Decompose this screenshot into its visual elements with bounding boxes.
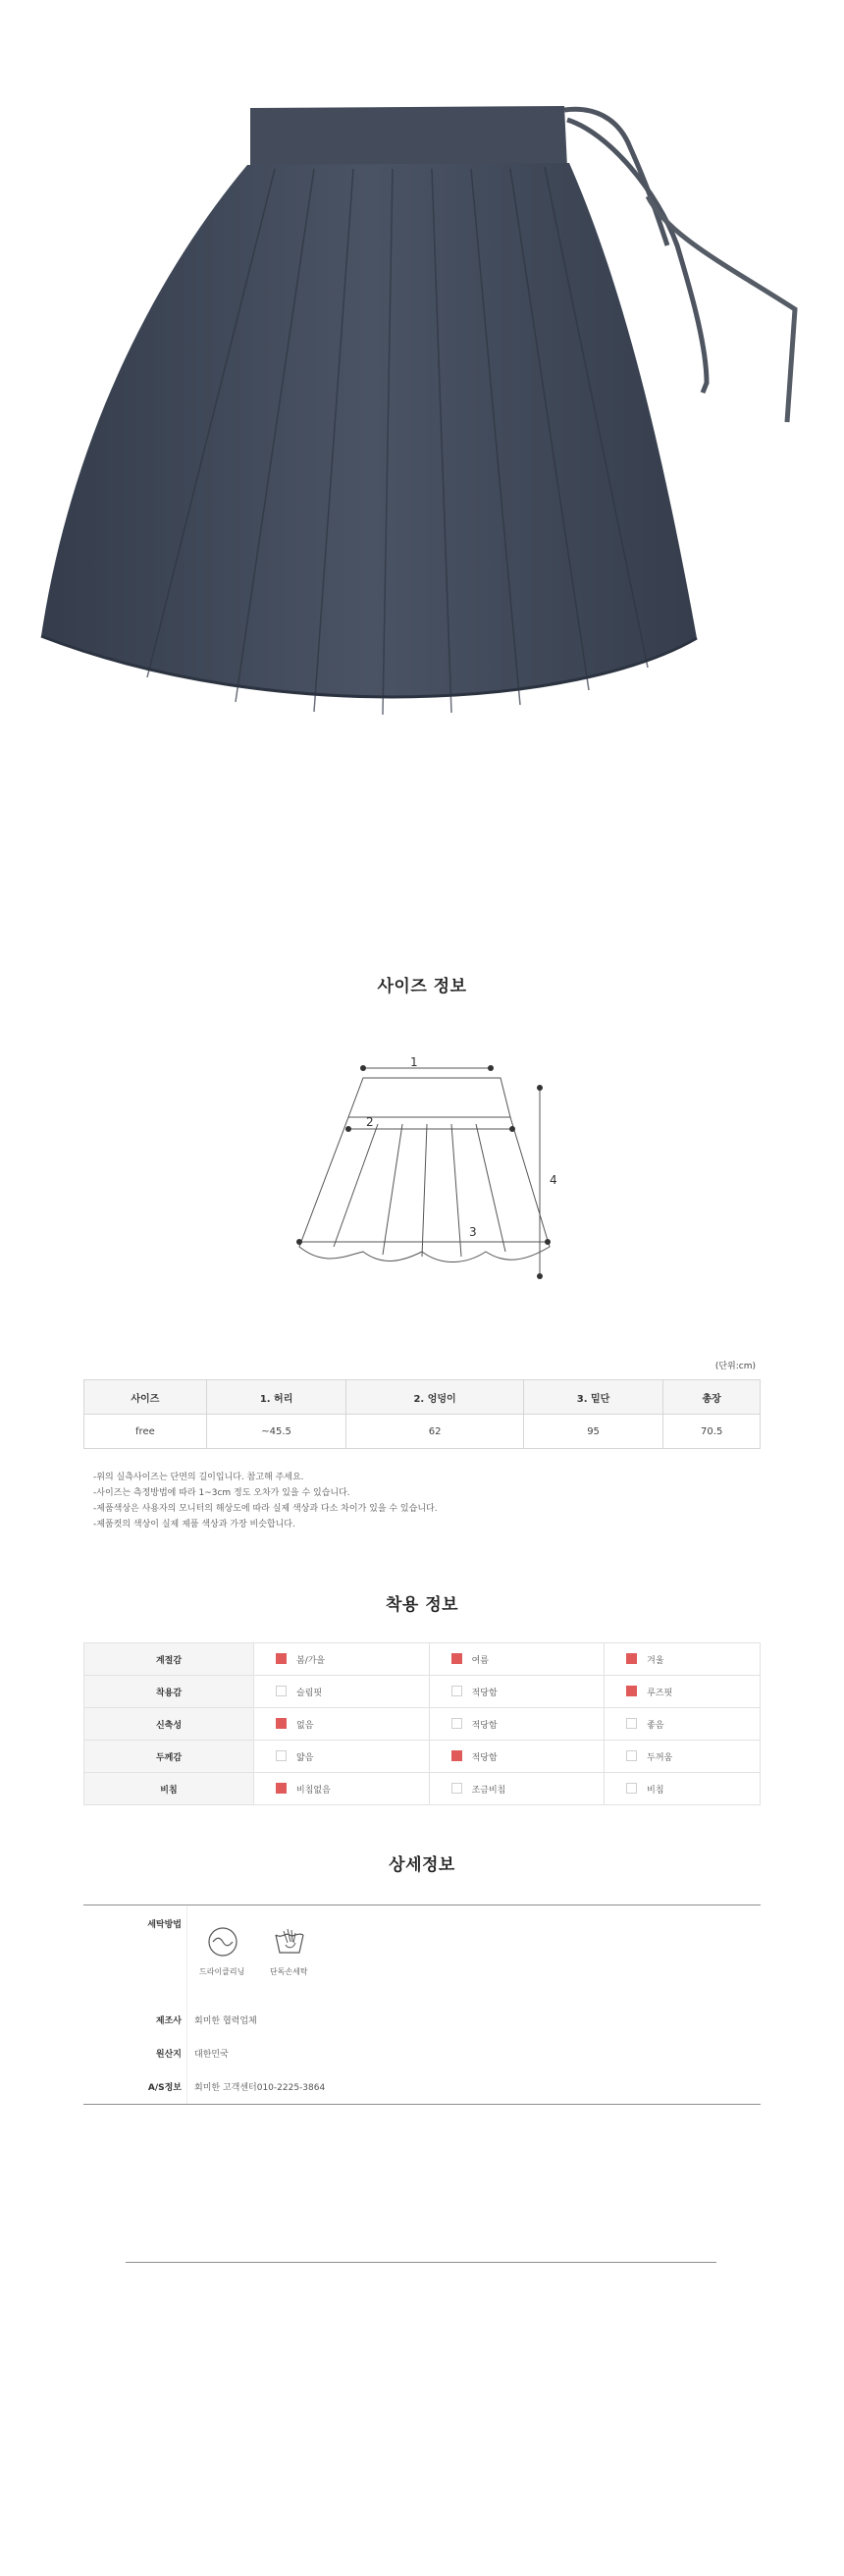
checkbox-checked-icon	[276, 1653, 287, 1664]
fit-row-season	[84, 1643, 761, 1676]
detail-info-title: 상세정보	[389, 1855, 455, 1875]
fit-option-label: 얇음	[296, 1752, 314, 1763]
hip-cell: 62	[346, 1415, 523, 1449]
checkbox-empty-icon	[276, 1686, 287, 1696]
size-cell: free	[84, 1415, 207, 1449]
unit-label: (단위:cm)	[714, 1362, 756, 1371]
fit-option	[605, 1643, 761, 1676]
size-note: -위의 실측사이즈는 단면의 길이입니다. 참고해 주세요.	[93, 1473, 304, 1482]
fit-option	[254, 1643, 430, 1676]
checkbox-checked-icon	[451, 1653, 462, 1664]
checkbox-checked-icon	[276, 1718, 287, 1729]
checkbox-empty-icon	[451, 1783, 462, 1794]
fit-option-label: 두꺼움	[647, 1752, 673, 1763]
fit-row-label: 착용감	[84, 1676, 254, 1708]
size-info-title: 사이즈 정보	[377, 977, 467, 996]
fit-option	[429, 1708, 605, 1741]
fit-table	[83, 1642, 761, 1805]
fit-option	[605, 1708, 761, 1741]
fit-row-stretch	[84, 1708, 761, 1741]
fit-option	[605, 1741, 761, 1773]
fit-row-label: 두께감	[84, 1741, 254, 1773]
waist-cell: ~45.5	[206, 1415, 346, 1449]
fit-option	[254, 1676, 430, 1708]
fit-option	[605, 1676, 761, 1708]
product-photo-skirt	[29, 98, 815, 746]
fit-option	[429, 1773, 605, 1805]
fit-option-label: 비침	[647, 1785, 664, 1796]
checkbox-checked-icon	[451, 1750, 462, 1761]
size-table	[83, 1379, 761, 1449]
hand-wash-icon	[272, 1923, 307, 1962]
fit-option	[605, 1773, 761, 1805]
as-info-label: A/S정보	[147, 2083, 182, 2093]
fit-option-label: 적당함	[471, 1752, 498, 1763]
fit-option	[254, 1708, 430, 1741]
fit-option-label: 적당함	[471, 1720, 498, 1731]
fit-option-label: 좋음	[647, 1720, 664, 1731]
size-header: 사이즈	[84, 1380, 207, 1415]
fit-option	[254, 1741, 430, 1773]
as-info-value: 회미한 고객센터010-2225-3864	[194, 2083, 326, 2093]
hip-header: 2. 엉덩이	[346, 1380, 523, 1415]
size-note: -사이즈는 측정방법에 따라 1~3cm 정도 오차가 있을 수 있습니다.	[93, 1488, 350, 1498]
fit-option-label: 조금비침	[471, 1785, 506, 1796]
hand-wash-caption: 단독손세탁	[270, 1967, 308, 1976]
fit-option-label: 슬림핏	[296, 1688, 323, 1698]
fit-row-fit	[84, 1676, 761, 1708]
checkbox-checked-icon	[626, 1653, 637, 1664]
fit-option-label: 적당함	[471, 1688, 498, 1698]
detail-info-table	[83, 1905, 761, 2105]
fit-option-label: 루즈핏	[647, 1688, 673, 1698]
fit-option-label: 없음	[296, 1720, 314, 1731]
size-note: -제품컷의 색상이 실제 제품 색상과 가장 비슷합니다.	[93, 1520, 295, 1530]
detail-divider	[186, 1905, 187, 2104]
fit-row-thickness	[84, 1741, 761, 1773]
checkbox-empty-icon	[451, 1686, 462, 1696]
table-row	[84, 1415, 761, 1449]
checkbox-empty-icon	[451, 1718, 462, 1729]
checkbox-checked-icon	[626, 1686, 637, 1696]
diagram-label-1: 1	[410, 1055, 418, 1069]
hem-cell: 95	[523, 1415, 663, 1449]
fit-info-title: 착용 정보	[385, 1595, 459, 1615]
length-cell: 70.5	[663, 1415, 761, 1449]
manufacturer-value: 회미한 협력업체	[194, 2016, 257, 2026]
fit-option-label: 봄/가을	[296, 1655, 326, 1666]
size-note: -제품색상은 사용자의 모니터의 해상도에 따라 실제 색상과 다소 차이가 있을 수 있습니다.	[93, 1504, 438, 1514]
origin-label: 원산지	[155, 2050, 182, 2060]
size-notes	[93, 1470, 438, 1532]
fit-row-sheerness	[84, 1773, 761, 1805]
checkbox-empty-icon	[626, 1783, 637, 1794]
fit-option	[429, 1676, 605, 1708]
dry-clean-caption: 드라이클리닝	[199, 1967, 245, 1976]
wash-method-label: 세탁방법	[147, 1920, 182, 1930]
fit-option	[254, 1773, 430, 1805]
skirt-size-diagram	[285, 1041, 559, 1286]
fit-option-label: 비침없음	[296, 1785, 331, 1796]
dry-clean-icon	[206, 1925, 239, 1962]
bottom-divider	[126, 2262, 716, 2263]
fit-option-label: 여름	[471, 1655, 489, 1666]
checkbox-checked-icon	[276, 1783, 287, 1794]
fit-option-label: 겨울	[647, 1655, 664, 1666]
checkbox-empty-icon	[626, 1718, 637, 1729]
diagram-label-3: 3	[469, 1225, 477, 1239]
fit-row-label: 비침	[84, 1773, 254, 1805]
waist-header: 1. 허리	[206, 1380, 346, 1415]
fit-option	[429, 1741, 605, 1773]
fit-row-label: 계절감	[84, 1643, 254, 1676]
size-table-header-row	[84, 1380, 761, 1415]
checkbox-empty-icon	[276, 1750, 287, 1761]
manufacturer-label: 제조사	[155, 2016, 182, 2026]
diagram-label-2: 2	[366, 1115, 374, 1129]
hem-header: 3. 밑단	[523, 1380, 663, 1415]
length-header: 총장	[663, 1380, 761, 1415]
fit-row-label: 신축성	[84, 1708, 254, 1741]
fit-option	[429, 1643, 605, 1676]
origin-value: 대한민국	[194, 2050, 229, 2060]
checkbox-empty-icon	[626, 1750, 637, 1761]
diagram-label-4: 4	[550, 1173, 557, 1187]
